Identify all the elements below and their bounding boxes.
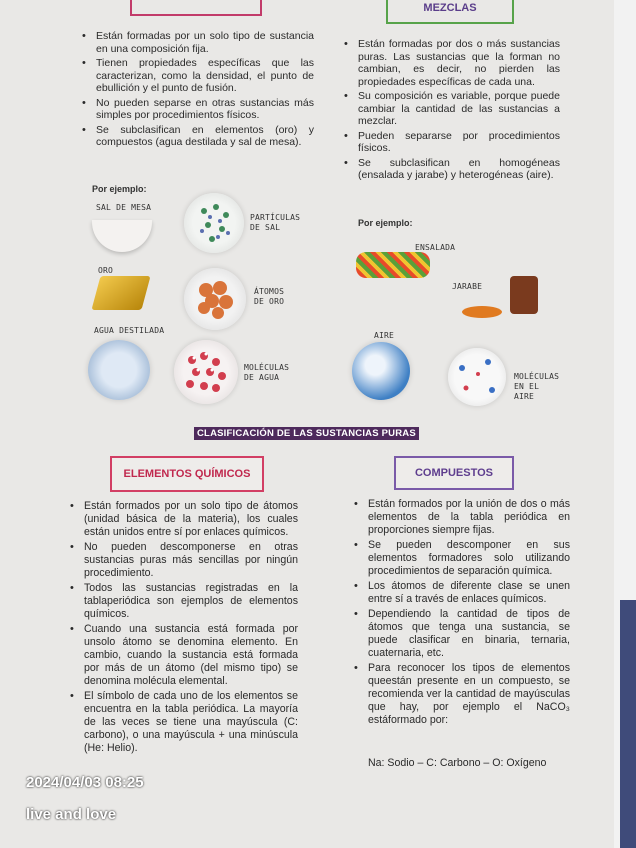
example-name: ENSALADA <box>415 243 456 252</box>
salt-bowl-image <box>92 220 152 252</box>
list-item: • No pueden descomponerse en otras sustancias puras más sencillas por ningún procedimiento. <box>66 541 298 580</box>
sustancias-puras-header-box <box>130 0 262 16</box>
mixtures-list <box>340 38 560 184</box>
photo-caption: live and love <box>26 806 117 823</box>
air-molecules-icon <box>448 348 506 406</box>
example-desc: MOLÉCULAS EN EL AIRE <box>514 372 560 401</box>
salt-lattice-icon <box>184 193 244 253</box>
list-item: • Para reconocer los tipos de elementos queestán presente en un compuesto, se recomienda ver la cantidad de mayúsculas que hay, por ejemplo el NaCO₃ estáformado por: <box>350 662 570 727</box>
example-name: JARABE <box>452 282 483 291</box>
photo-timestamp: 2024/04/03 08:25 <box>26 774 144 791</box>
list-item: • Los átomos de diferente clase se unen entre sí a través de enlaces químicos. <box>350 580 570 606</box>
compound-example-note: Na: Sodio – C: Carbono – O: Oxígeno <box>368 757 547 769</box>
list-item: • Se pueden descomponer en sus elementos formadores solo utilizando procedimientos de separación química. <box>350 539 570 578</box>
pure-example-label: Por ejemplo: <box>92 184 147 194</box>
example-name: ORO <box>98 266 114 275</box>
example-name: AIRE <box>374 331 395 340</box>
list-item: • Su composición es variable, porque puede cambiar la cantidad de las sustancias a mezclar. <box>340 90 560 128</box>
compounds-header: COMPUESTOS <box>394 456 514 490</box>
water-molecules-icon <box>174 340 238 404</box>
list-item: • Dependiendo la cantidad de tipos de átomos que tenga una sustancia, se puede clasificar en binaria, ternaria, cuaternaria, etc. <box>350 608 570 660</box>
mezclas-header: MEZCLAS <box>386 0 514 24</box>
syrup-bottle-image <box>510 276 538 314</box>
pure-substances-list <box>78 30 314 151</box>
gold-bars-image <box>91 276 150 310</box>
list-item: • Todos las sustancias registradas en la tablaperiódica son ejemplos de elementos químicos. <box>66 582 298 621</box>
background-object <box>620 600 636 848</box>
list-item: • El símbolo de cada uno de los elementos se encuentra en la tabla periódica. La mayoría de las veces se tiene una mayúscula (C: carbono), o una mayúscula + una minúscula (He: Helio). <box>66 690 298 755</box>
list-item: • Están formadas por un solo tipo de sustancia en una composición fija. <box>78 30 314 55</box>
list-item: • Están formados por un solo tipo de átomos (unidad básica de la materia), los cuales están unidos entre sí por enlaces químicos. <box>66 500 298 539</box>
salt-particles-circle <box>184 193 244 253</box>
air-clouds-image <box>352 342 410 400</box>
classification-title: CLASIFICACIÓN DE LAS SUSTANCIAS PURAS <box>194 427 419 440</box>
list-item: • Están formadas por dos o más sustancias puras. Las sustancias que la forman no cambian, es decir, no pierden las propiedades específicas de cada una. <box>340 38 560 88</box>
example-desc: PARTÍCULAS DE SAL <box>250 213 301 232</box>
gold-atoms-icon <box>184 268 246 330</box>
list-item: • Se subclasifican en elementos (oro) y compuestos (agua destilada y sal de mesa). <box>78 124 314 149</box>
list-item: • Están formados por la unión de dos o más elementos de la tabla periódica en proporciones siempre fijas. <box>350 498 570 537</box>
air-molecules-circle <box>448 348 506 406</box>
compounds-list <box>350 498 570 729</box>
gold-atoms-circle <box>184 268 246 330</box>
elements-header: ELEMENTOS QUÍMICOS <box>110 456 264 492</box>
list-item: • Pueden separarse por procedimientos físicos. <box>340 130 560 155</box>
example-desc: MOLÉCULAS DE AGUA <box>244 363 290 382</box>
elements-list <box>66 500 298 757</box>
salad-image <box>356 252 430 278</box>
example-name: SAL DE MESA <box>96 203 152 212</box>
list-item: • Se subclasifican en homogéneas (ensalada y jarabe) y heterogéneas (aire). <box>340 157 560 182</box>
mixture-example-label: Por ejemplo: <box>358 218 413 228</box>
list-item: • Cuando una sustancia está formada por unsolo átomo se denomina elemento. En cambio, cuando la sustancia está formada por más de un átomo (del mismo tipo) se denomina molécula elemental. <box>66 623 298 688</box>
list-item: • Tienen propiedades específicas que las caracterizan, como la densidad, el punto de ebullición y el punto de fusión. <box>78 57 314 95</box>
example-name: AGUA DESTILADA <box>94 326 165 335</box>
water-molecules-circle <box>174 340 238 404</box>
syrup-spoon-image <box>462 306 502 318</box>
distilled-water-image <box>88 340 150 400</box>
example-desc: ÁTOMOS DE ORO <box>254 287 285 306</box>
list-item: • No pueden separse en otras sustancias más simples por procedimientos físicos. <box>78 97 314 122</box>
